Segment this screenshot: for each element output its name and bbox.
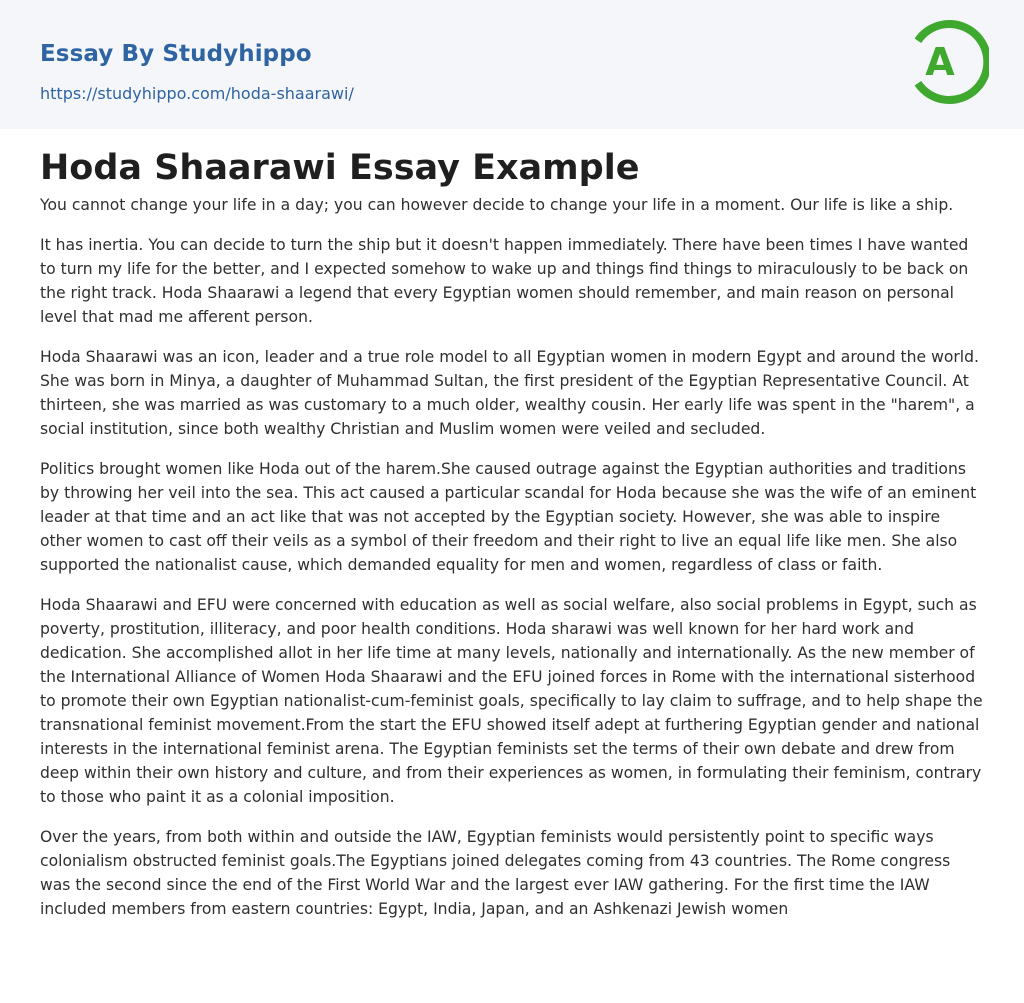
essay-content <box>0 129 1024 921</box>
source-url-link[interactable]: https://studyhippo.com/hoda-shaarawi/ <box>40 84 354 103</box>
site-header <box>0 0 1024 129</box>
essay-paragraph: It has inertia. You can decide to turn the ship but it doesn't happen immediately. There have been times I have wanted to turn my life for the better, and I expected somehow to wake up and things find things to miraculously to be back on the right track. Hoda Shaarawi a legend that every Egyptian women should remember, and main reason on personal level that mad me afferent person. <box>40 236 969 326</box>
brand-title[interactable]: Essay By Studyhippo <box>40 41 312 67</box>
essay-paragraph: Over the years, from both within and outside the IAW, Egyptian feminists would persistently point to specific ways colonialism obstructed feminist goals.The Egyptians joined delegates coming from 43 countries. The Rome congress was the second since the end of the First World War and the largest ever IAW gathering. For the first time the IAW included members from eastern countries: Egypt, India, Japan, and an Ashkenazi Jewish women <box>40 828 951 918</box>
essay-paragraph: Hoda Shaarawi and EFU were concerned with education as well as social welfare, also social problems in Egypt, such as poverty, prostitution, illiteracy, and poor health conditions. Hoda sharawi was well known for her hard work and dedication. She accomplished allot in her life time at many levels, nationally and internationally. As the new member of the International Alliance of Women Hoda Shaarawi and the EFU joined forces in Rome with the international sisterhood to promote their own Egyptian nationalist-cum-feminist goals, specifically to lay claim to suffrage, and to help shape the transnational feminist movement.From the start the EFU showed itself adept at furthering Egyptian gender and national interests in the international feminist arena. The Egyptian feminists set the terms of their own debate and drew from deep within their own history and culture, and from their experiences as women, in formulating their feminism, contrary to those who paint it as a colonial imposition. <box>40 596 983 806</box>
logo-icon <box>909 18 989 106</box>
page-title: Hoda Shaarawi Essay Example <box>40 148 640 188</box>
studyhippo-logo[interactable] <box>909 18 989 106</box>
essay-paragraph: You cannot change your life in a day; you can however decide to change your life in a moment. Our life is like a ship. <box>40 196 954 214</box>
essay-paragraph: Politics brought women like Hoda out of the harem.She caused outrage against the Egyptian authorities and traditions by throwing her veil into the sea. This act caused a particular scandal for Hoda because she was the wife of an eminent leader at that time and an act like that was not accepted by the Egyptian society. However, she was able to inspire other women to cast off their veils as a symbol of their freedom and their right to live an equal life like men. She also supported the nationalist cause, which demanded equality for men and women, regardless of class or faith. <box>40 460 977 574</box>
logo-letter: A <box>925 40 955 84</box>
essay-paragraph: Hoda Shaarawi was an icon, leader and a true role model to all Egyptian women in modern Egypt and around the world. She was born in Minya, a daughter of Muhammad Sultan, the first president of the Egyptian Representative Council. At thirteen, she was married as was customary to a much older, wealthy cousin. Her early life was spent in the "harem", a social institution, since both wealthy Christian and Muslim women were veiled and secluded. <box>40 348 979 438</box>
